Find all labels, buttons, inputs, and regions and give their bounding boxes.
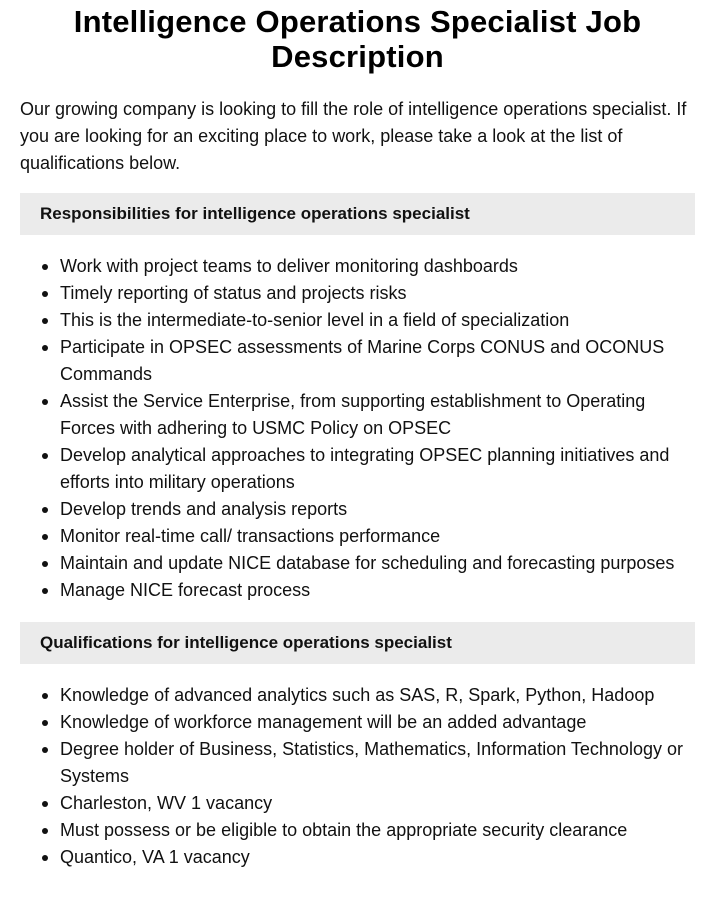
list-item: Develop analytical approaches to integrating OPSEC planning initiatives and efforts into military operations <box>60 442 695 496</box>
intro-paragraph: Our growing company is looking to fill the role of intelligence operations specialist. If you are looking for an exciting place to work, please take a look at the list of qualifications below. <box>20 99 687 173</box>
list-item: Develop trends and analysis reports <box>60 496 695 523</box>
list-item: Participate in OPSEC assessments of Marine Corps CONUS and OCONUS Commands <box>60 334 695 388</box>
list-item: Knowledge of workforce management will be an added advantage <box>60 709 695 736</box>
responsibilities-header <box>20 193 695 235</box>
list-item: Timely reporting of status and projects risks <box>60 280 695 307</box>
list-item: Monitor real-time call/ transactions performance <box>60 523 695 550</box>
list-item: Degree holder of Business, Statistics, Mathematics, Information Technology or Systems <box>60 736 695 790</box>
qualifications-list <box>20 682 695 871</box>
list-item: Assist the Service Enterprise, from supporting establishment to Operating Forces with adhering to USMC Policy on OPSEC <box>60 388 695 442</box>
list-item: This is the intermediate-to-senior level in a field of specialization <box>60 307 695 334</box>
list-item: Charleston, WV 1 vacancy <box>60 790 695 817</box>
list-item: Quantico, VA 1 vacancy <box>60 844 695 871</box>
list-item: Manage NICE forecast process <box>60 577 695 604</box>
page-title: Intelligence Operations Specialist Job Description <box>73 4 642 74</box>
job-description-page <box>0 4 720 871</box>
list-item: Maintain and update NICE database for scheduling and forecasting purposes <box>60 550 695 577</box>
list-item: Must possess or be eligible to obtain the appropriate security clearance <box>60 817 695 844</box>
qualifications-header-text: Qualifications for intelligence operations specialist <box>40 633 452 652</box>
responsibilities-list <box>20 253 695 604</box>
list-item: Work with project teams to deliver monitoring dashboards <box>60 253 695 280</box>
qualifications-header <box>20 622 695 664</box>
list-item: Knowledge of advanced analytics such as SAS, R, Spark, Python, Hadoop <box>60 682 695 709</box>
responsibilities-header-text: Responsibilities for intelligence operations specialist <box>40 204 470 223</box>
